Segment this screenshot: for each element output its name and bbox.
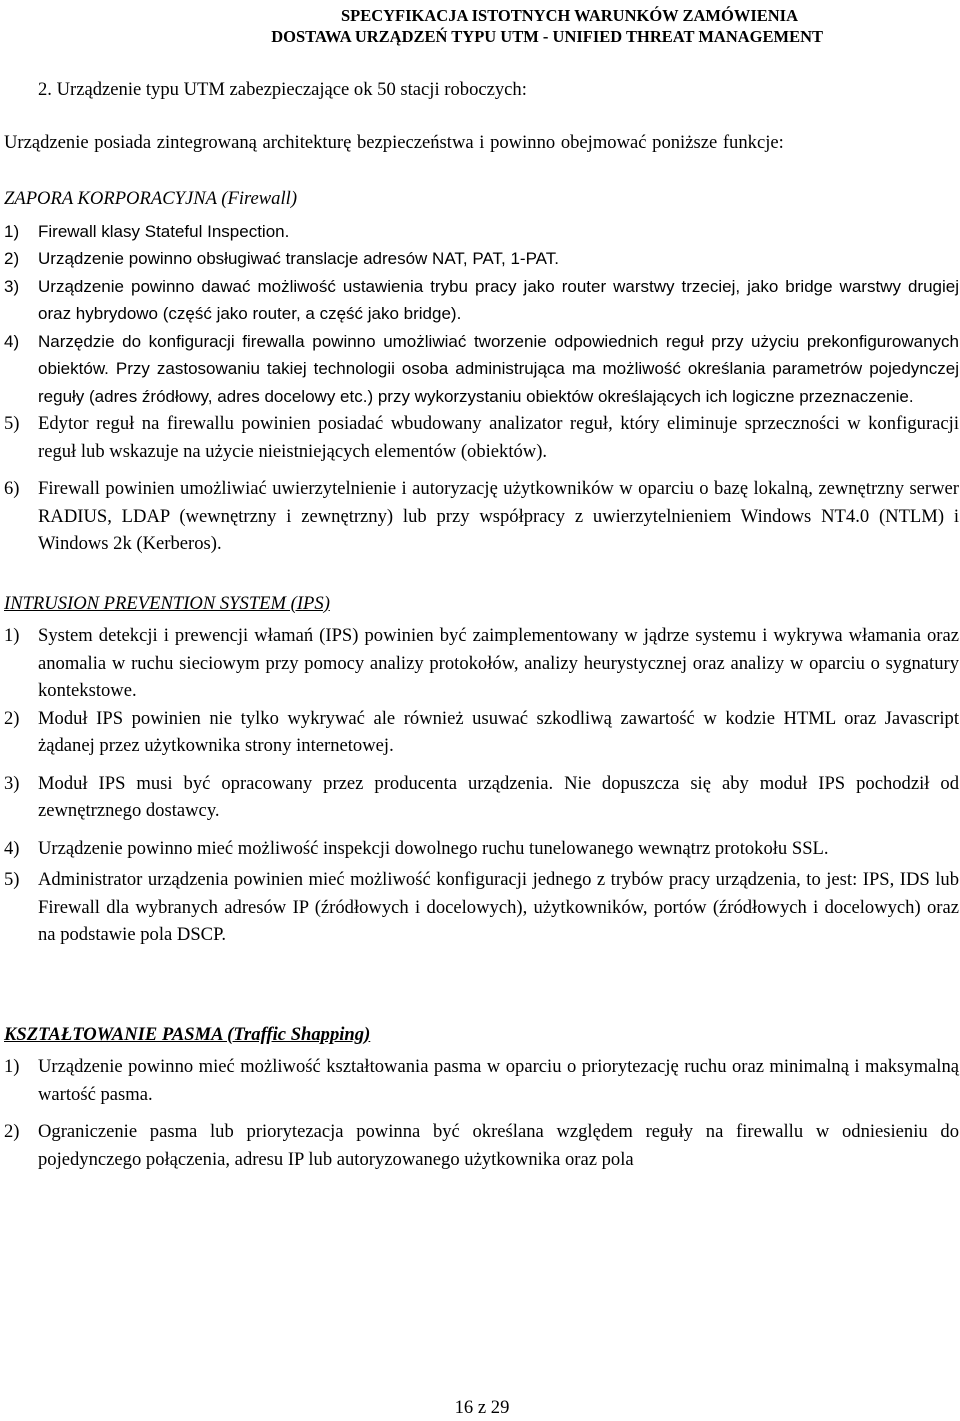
- item-text: Urządzenie powinno mieć możliwość inspekcji dowolnego ruchu tunelowanego wewnątrz protokołu SSL.: [38, 837, 829, 859]
- item-number: 6): [4, 478, 20, 499]
- item-number: 2): [4, 1121, 20, 1142]
- document-header: [0, 5, 960, 47]
- page-footer: [0, 1396, 960, 1420]
- section-firewall: [4, 185, 959, 558]
- intro-paragraph: Urządzenie posiada zintegrowaną architekturę bezpieczeństwa i powinno obejmować poniższe funkcje:: [4, 131, 784, 153]
- list-item: [4, 273, 959, 328]
- traffic-shaping-list: [4, 1053, 959, 1173]
- list-item: [4, 475, 959, 558]
- item-number: 4): [4, 837, 20, 859]
- item-number: 4): [4, 331, 20, 351]
- header-subtitle-line: DOSTAWA URZĄDZEŃ TYPU UTM - UNIFIED THREAT MANAGEMENT: [271, 27, 823, 46]
- item-text: Edytor reguł na firewallu powinien posiadać wbudowany analizator reguł, który eliminuje sprzeczności w konfiguracji reguł lub wskazuje na użycie nieistniejących elementów (obiektów).: [38, 413, 959, 462]
- item-text: Firewall powinien umożliwiać uwierzytelnienie i autoryzację użytkowników w oparciu o bazę lokalną, zewnętrzny serwer RADIUS, LDAP (wewnętrzny i zewnętrzny) lub przy współpracy z uwierzytelnieniem Windows NT4.0 (NTLM) i Windows 2k (Kerberos).: [38, 478, 959, 554]
- item-text: Moduł IPS powinien nie tylko wykrywać ale również usuwać szkodliwą zawartość w kodzie HTML oraz Javascript żądanej przez użytkownika strony internetowej.: [38, 707, 959, 756]
- list-item: [4, 835, 959, 863]
- list-item: [4, 410, 959, 465]
- list-item: [4, 1053, 959, 1108]
- list-item: [4, 622, 959, 705]
- list-item: [4, 770, 959, 825]
- list-item: [4, 1118, 959, 1173]
- item-number: 3): [4, 772, 20, 794]
- item-text: System detekcji i prewencji włamań (IPS) powinien być zaimplementowany w jądrze systemu i wykrywa włamania oraz anomalia w ruchu sieciowym przy pomocy analizy protokołów, analizy heurystycznej oraz analizy w oparciu o sygnatury kontekstowe.: [38, 625, 959, 701]
- header-title-line: SPECYFIKACJA ISTOTNYCH WARUNKÓW ZAMÓWIENIA: [340, 6, 798, 25]
- item-number: 3): [4, 276, 20, 296]
- item-number: 2): [4, 249, 20, 268]
- item-text: Urządzenie powinno obsługiwać translacje adresów NAT, PAT, 1-PAT.: [38, 249, 559, 268]
- item-number: 1): [4, 1056, 20, 1077]
- item-number: 1): [4, 625, 20, 646]
- item-number: 5): [4, 413, 20, 434]
- item-number: 5): [4, 869, 20, 890]
- intro-heading: 2. Urządzenie typu UTM zabezpieczające ok 50 stacji roboczych:: [38, 79, 527, 100]
- page-number: 16 z 29: [454, 1397, 510, 1418]
- item-number: 2): [4, 707, 20, 729]
- list-item: [4, 866, 959, 949]
- item-number: 1): [4, 221, 20, 241]
- section-heading-firewall: ZAPORA KORPORACYJNA (Firewall): [4, 188, 298, 209]
- item-text: Administrator urządzenia powinien mieć możliwość konfiguracji jednego z trybów pracy urządzenia, to jest: IPS, IDS lub Firewall dla wybranych adresów IP (źródłowych i docelowych), użytkowników, portów (źródłowych i docelowych) oraz na podstawie pola DSCP.: [38, 869, 959, 945]
- item-text: Urządzenie powinno mieć możliwość kształtowania pasma w oparciu o priorytezację ruchu oraz minimalną i maksymalną wartość pasma.: [38, 1056, 959, 1105]
- item-text: Firewall klasy Stateful Inspection.: [38, 221, 290, 241]
- section-heading-traffic-shaping: KSZTAŁTOWANIE PASMA (Traffic Shapping): [4, 1023, 371, 1045]
- document-body: [4, 76, 959, 1173]
- list-item: [4, 218, 959, 246]
- section-ips: [4, 590, 959, 949]
- item-text: Moduł IPS musi być opracowany przez producenta urządzenia. Nie dopuszcza się aby moduł IPS pochodził od zewnętrznego dostawcy.: [38, 772, 959, 821]
- firewall-list: [4, 218, 959, 558]
- ips-list: [4, 622, 959, 949]
- item-text: Urządzenie powinno dawać możliwość ustawienia trybu pracy jako router warstwy trzeciej, jako bridge warstwy drugiej oraz hybrydowo (część jako router, a część jako bridge).: [38, 276, 959, 323]
- section-traffic-shaping: [4, 1021, 959, 1174]
- list-item: [4, 705, 959, 760]
- list-item: [4, 245, 959, 273]
- section-heading-ips: INTRUSION PREVENTION SYSTEM (IPS): [4, 592, 330, 614]
- item-text: Narzędzie do konfiguracji firewalla powinno umożliwiać tworzenie odpowiednich reguł przy użyciu prekonfigurowanych obiektów. Przy zastosowaniu takiej technologii osoba administrująca ma możliwość określania parametrów pojedynczej reguły (adres źródłowy, adres docelowy etc.) przy wykorzystaniu obiektów określających ich logiczne przeznaczenie.: [38, 331, 959, 406]
- list-item: [4, 328, 959, 411]
- item-text: Ograniczenie pasma lub priorytezacja powinna być określana względem reguły na firewallu w odniesieniu do pojedynczego połączenia, adresu IP lub autoryzowanego użytkownika oraz pola: [38, 1121, 959, 1170]
